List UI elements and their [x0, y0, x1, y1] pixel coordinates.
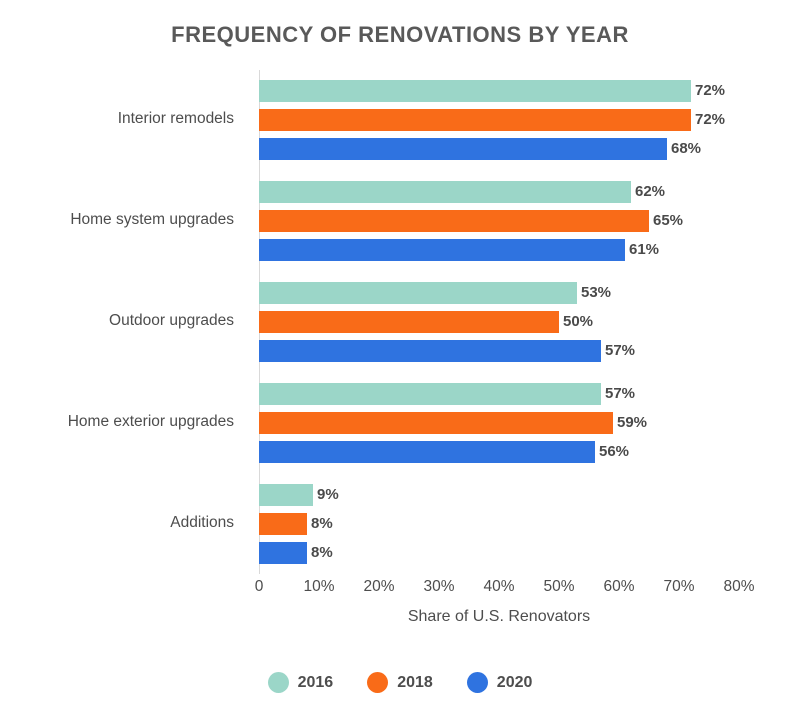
bar-2018-1: [259, 109, 691, 131]
legend-label: 2020: [496, 673, 533, 691]
bar-2020-2: [259, 239, 625, 261]
legend-item-2016[interactable]: [268, 672, 334, 693]
bar-value-label: 65%: [653, 212, 684, 230]
bar-value-label: 57%: [605, 341, 636, 359]
bar-row: [259, 513, 739, 535]
bar-row: [259, 80, 739, 102]
bar-row: [259, 383, 739, 405]
x-axis-tick: 0: [254, 578, 264, 595]
bar-group: [259, 70, 739, 171]
bar-2016-2: [259, 181, 631, 203]
x-axis-tick: 70%: [663, 578, 695, 595]
bar-row: [259, 542, 739, 564]
x-axis-tick: 80%: [723, 578, 755, 595]
bar-2018-3: [259, 311, 559, 333]
bar-2018-5: [259, 513, 307, 535]
bar-value-label: 68%: [671, 140, 702, 158]
category-label: Outdoor upgrades: [109, 311, 234, 329]
bar-2020-1: [259, 138, 667, 160]
bar-2020-5: [259, 542, 307, 564]
category-label: Home system upgrades: [70, 211, 234, 229]
category-label-wrap: [0, 70, 248, 171]
bar-row: [259, 138, 739, 160]
legend-label: 2018: [397, 673, 433, 691]
x-axis-tick: 10%: [303, 578, 335, 595]
bar-2020-4: [259, 441, 595, 463]
x-axis-tick: 50%: [543, 578, 575, 595]
bar-2018-4: [259, 412, 613, 434]
bar-row: [259, 239, 739, 261]
chart-title: FREQUENCY OF RENOVATIONS BY YEAR: [171, 22, 629, 47]
bar-value-label: 61%: [629, 241, 660, 259]
category-label-wrap: [0, 272, 248, 373]
bar-2016-4: [259, 383, 601, 405]
x-axis: [254, 574, 755, 604]
bar-value-label: 72%: [695, 82, 726, 100]
bar-row: [259, 282, 739, 304]
bar-group: [259, 171, 739, 272]
bar-value-label: 8%: [311, 543, 333, 561]
bar-2018-2: [259, 210, 649, 232]
bar-group: [259, 473, 739, 574]
bar-value-label: 56%: [599, 442, 630, 460]
bar-value-label: 53%: [581, 283, 612, 301]
x-axis-tick: 60%: [603, 578, 635, 595]
bar-value-label: 50%: [563, 312, 594, 330]
bar-value-label: 57%: [605, 384, 636, 402]
legend-swatch-icon: [268, 672, 289, 693]
bar-value-label: 72%: [695, 111, 726, 129]
bar-value-label: 8%: [311, 514, 333, 532]
x-axis-tick: 30%: [423, 578, 455, 595]
category-label-wrap: [0, 473, 248, 574]
x-axis-title: Share of U.S. Renovators: [407, 608, 591, 625]
bar-value-label: 59%: [617, 413, 648, 431]
bar-row: [259, 441, 739, 463]
category-label: Home exterior upgrades: [67, 412, 234, 430]
legend-item-2018[interactable]: [367, 672, 433, 693]
category-label-wrap: [0, 372, 248, 473]
bar-2020-3: [259, 340, 601, 362]
x-axis-tick: 20%: [363, 578, 395, 595]
bar-row: [259, 210, 739, 232]
legend-label: 2016: [297, 673, 334, 691]
bar-group: [259, 272, 739, 373]
x-axis-tick: 40%: [483, 578, 515, 595]
bar-row: [259, 484, 739, 506]
category-label: Additions: [170, 513, 234, 531]
bar-row: [259, 181, 739, 203]
bar-row: [259, 412, 739, 434]
bar-value-label: 62%: [635, 183, 666, 201]
bar-value-label: 9%: [317, 485, 339, 503]
bar-row: [259, 340, 739, 362]
category-label: Interior remodels: [117, 110, 234, 128]
legend-swatch-icon: [367, 672, 388, 693]
category-label-wrap: [0, 171, 248, 272]
bar-row: [259, 311, 739, 333]
bar-2016-5: [259, 484, 313, 506]
bar-group: [259, 372, 739, 473]
plot-area: [67, 70, 755, 595]
bar-2016-1: [259, 80, 691, 102]
legend-item-2020[interactable]: [467, 672, 533, 693]
bar-row: [259, 109, 739, 131]
bar-2016-3: [259, 282, 577, 304]
chart-legend: [0, 672, 800, 693]
legend-swatch-icon: [467, 672, 488, 693]
